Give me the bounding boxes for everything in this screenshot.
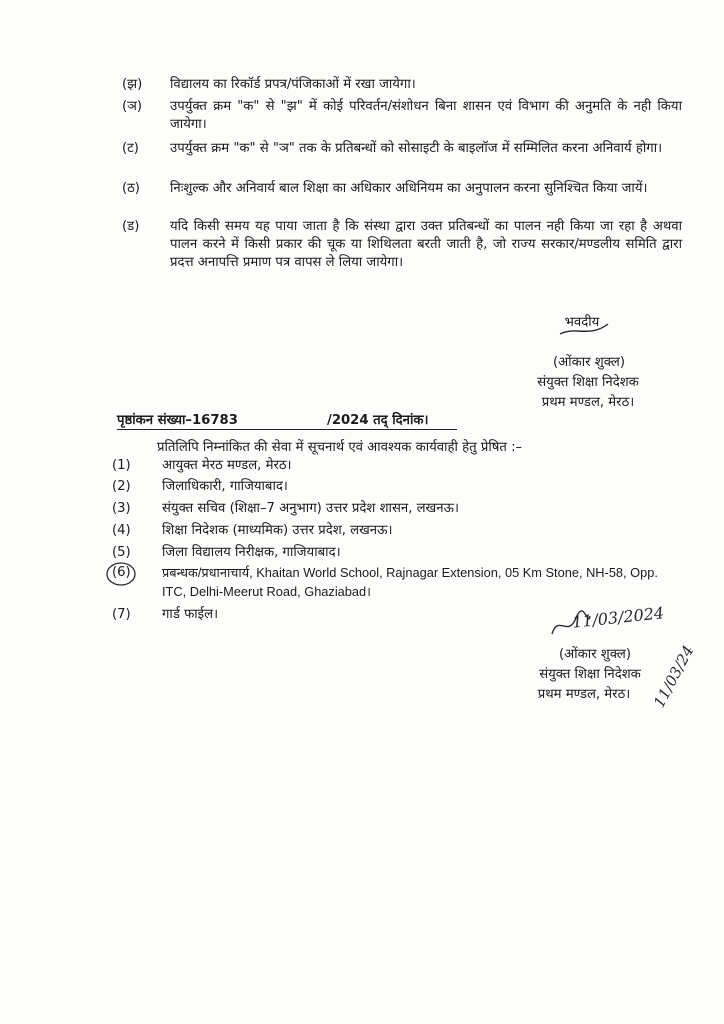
list-number: (7): [112, 607, 131, 622]
clause-mark: (झ): [122, 77, 143, 92]
clause-text: यदि किसी समय यह पाया जाता है कि संस्था द्वारा उक्त प्रतिबन्धों का पालन नही किया जा रहा है अथवा पालन करने में किसी प्रकार की चूक या शिथिलता बरती जाती है, जो राज्य सरकार/मण्डलीय समिति द्वारा प्रदत्त अनापत्ति प्रमाण पत्र वापस ले लिया जायेगा।: [170, 219, 682, 270]
clause-text: उपर्युक्त क्रम "क" से "ञ" तक के प्रतिबन्धों को सोसाइटी के बाइलॉज में सम्मिलित करना अनिवार्य होगा।: [170, 141, 663, 156]
clause-nya: [122, 98, 682, 138]
list-text: प्रबन्धक/प्रधानाचार्य, Khaitan World School, Rajnagar Extension, 05 Km Stone, NH-58, Opp. ITC, Delhi-Meerut Road, Ghaziabad।: [162, 565, 658, 599]
endorsement-number: पृष्ठांकन संख्या–16783: [117, 413, 238, 428]
list-text: शिक्षा निदेशक (माध्यमिक) उत्तर प्रदेश, लखनऊ।: [162, 523, 393, 538]
copy-intro: प्रतिलिपि निम्नांकित की सेवा में सूचनार्थ एवं आवश्यक कार्यवाही हेतु प्रेषित :–: [157, 440, 523, 455]
clause-text: निःशुल्क और अनिवार्य बाल शिक्षा का अधिकार अधिनियम का अनुपालन करना सुनिश्चित किया जायें।: [170, 181, 648, 196]
clause-mark: (ट): [122, 141, 139, 156]
list-text: जिलाधिकारी, गाजियाबाद।: [162, 479, 288, 494]
list-text: जिला विद्यालय निरीक्षक, गाजियाबाद।: [162, 545, 341, 560]
list-item: [112, 543, 672, 563]
list-number: (3): [112, 501, 131, 516]
handwritten-date: 11/03/2024: [571, 603, 665, 632]
list-text: गार्ड फाईल।: [162, 607, 219, 622]
list-item: [112, 477, 672, 497]
list-text: संयुक्त सचिव (शिक्षा–7 अनुभाग) उत्तर प्रदेश शासन, लखनऊ।: [162, 501, 459, 516]
signatory-office: प्रथम मण्डल, मेरठ।: [537, 687, 631, 702]
signatory-name: (ओंकार शुक्ल): [559, 647, 631, 662]
signatory-name: (ओंकार शुक्ल): [553, 355, 625, 370]
signatory-office: प्रथम मण्डल, मेरठ।: [541, 395, 635, 410]
list-number: (1): [112, 458, 131, 473]
signature-scribble-icon: [546, 608, 594, 644]
clause-text: उपर्युक्त क्रम "क" से "झ" में कोई परिवर्तन/संशोधन बिना शासन एवं विभाग की अनुमति के नही किया जायेगा।: [170, 99, 682, 132]
signatory-designation: संयुक्त शिक्षा निदेशक: [539, 667, 641, 682]
clause-ta: [122, 140, 682, 180]
clause-mark: (ठ): [122, 181, 140, 196]
list-number: (6): [112, 565, 131, 580]
clause-mark: (ड): [122, 219, 140, 234]
clause-mark: (ञ): [122, 99, 143, 114]
handwritten-circle-icon: [104, 560, 138, 588]
list-item: [112, 456, 672, 476]
list-number: (5): [112, 545, 131, 560]
list-text: आयुक्त मेरठ मण्डल, मेरठ।: [162, 458, 292, 473]
list-item-addressee: [112, 563, 672, 603]
clause-da: [122, 218, 682, 298]
signature-scribble-icon: [550, 316, 620, 346]
list-number: (4): [112, 523, 131, 538]
endorsement-line: [117, 410, 457, 430]
clause-tha: [122, 180, 682, 220]
list-item: [112, 499, 672, 519]
list-item: [112, 521, 672, 541]
salutation: भवदीय: [564, 315, 600, 330]
endorsement-date: /2024 तद् दिनांक।: [327, 413, 429, 428]
list-number: (2): [112, 479, 131, 494]
handwritten-date: 11/03/24: [650, 642, 698, 711]
clause-text: विद्यालय का रिकॉर्ड प्रपत्र/पंजिकाओं में रखा जायेगा।: [170, 77, 416, 92]
clause-jha: [122, 76, 682, 96]
signatory-designation: संयुक्त शिक्षा निदेशक: [537, 375, 639, 390]
